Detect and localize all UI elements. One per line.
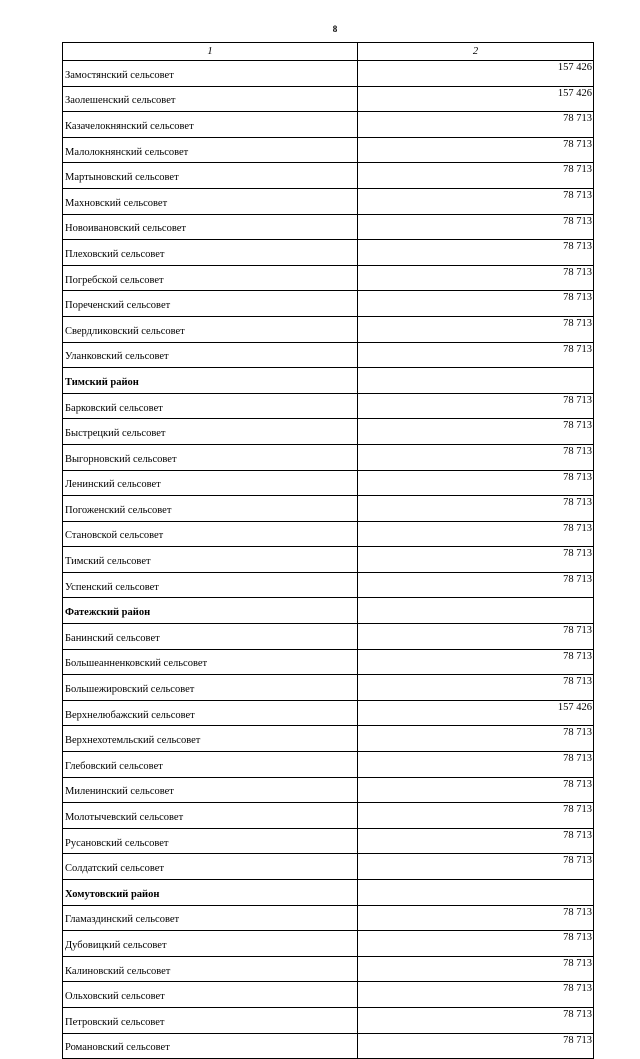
amount-cell: 78 713	[358, 291, 594, 317]
table-row	[63, 572, 594, 598]
amount-cell: 78 713	[358, 675, 594, 701]
table-row	[63, 905, 594, 931]
council-name: Миленинский сельсовет	[63, 777, 358, 803]
amount-cell: 78 713	[358, 726, 594, 752]
amount-cell	[358, 368, 594, 394]
council-name: Романовский сельсовет	[63, 1033, 358, 1059]
council-name: Успенский сельсовет	[63, 572, 358, 598]
table-row	[63, 393, 594, 419]
council-name: Большежировский сельсовет	[63, 675, 358, 701]
amount-cell: 78 713	[358, 905, 594, 931]
amount-cell: 78 713	[358, 265, 594, 291]
amount-cell: 157 426	[358, 61, 594, 87]
amount-cell: 78 713	[358, 624, 594, 650]
council-name: Верхнелюбажский сельсовет	[63, 700, 358, 726]
amount-cell: 78 713	[358, 240, 594, 266]
amount-cell	[358, 598, 594, 624]
amount-cell: 78 713	[358, 956, 594, 982]
council-name: Заолешенский сельсовет	[63, 86, 358, 112]
council-name: Ленинский сельсовет	[63, 470, 358, 496]
council-name: Махновский сельсовет	[63, 188, 358, 214]
table-row	[63, 982, 594, 1008]
council-name: Мартыновский сельсовет	[63, 163, 358, 189]
allocation-table	[62, 42, 594, 1059]
council-name: Пореченский сельсовет	[63, 291, 358, 317]
table-row	[63, 240, 594, 266]
council-name: Банинский сельсовет	[63, 624, 358, 650]
council-name: Ольховский сельсовет	[63, 982, 358, 1008]
table-row	[63, 854, 594, 880]
table-row	[63, 419, 594, 445]
council-name: Тимский сельсовет	[63, 547, 358, 573]
council-name: Русановский сельсовет	[63, 828, 358, 854]
council-name: Дубовицкий сельсовет	[63, 931, 358, 957]
table-row	[63, 291, 594, 317]
council-name: Петровский сельсовет	[63, 1007, 358, 1033]
council-name: Малолокнянский сельсовет	[63, 137, 358, 163]
table-row	[63, 496, 594, 522]
table-row	[63, 1033, 594, 1059]
amount-cell: 78 713	[358, 752, 594, 778]
table-row	[63, 956, 594, 982]
council-name: Выгорновский сельсовет	[63, 444, 358, 470]
table-row	[63, 61, 594, 87]
table-row	[63, 112, 594, 138]
council-name: Становской сельсовет	[63, 521, 358, 547]
table-row	[63, 828, 594, 854]
table-body	[63, 61, 594, 1059]
amount-cell: 157 426	[358, 700, 594, 726]
district-name: Тимский район	[63, 368, 358, 394]
table-row	[63, 726, 594, 752]
amount-cell: 78 713	[358, 649, 594, 675]
amount-cell: 78 713	[358, 214, 594, 240]
column-header-2: 2	[358, 43, 594, 61]
amount-cell: 78 713	[358, 393, 594, 419]
council-name: Новоивановский сельсовет	[63, 214, 358, 240]
council-name: Барковский сельсовет	[63, 393, 358, 419]
district-row	[63, 598, 594, 624]
table-header-row	[63, 43, 594, 61]
amount-cell: 78 713	[358, 419, 594, 445]
table-row	[63, 342, 594, 368]
column-header-1: 1	[63, 43, 358, 61]
table-row	[63, 700, 594, 726]
council-name: Казачелокнянский сельсовет	[63, 112, 358, 138]
amount-cell: 78 713	[358, 316, 594, 342]
amount-cell: 78 713	[358, 854, 594, 880]
council-name: Свердликовский сельсовет	[63, 316, 358, 342]
council-name: Глебовский сельсовет	[63, 752, 358, 778]
amount-cell: 78 713	[358, 982, 594, 1008]
table-row	[63, 675, 594, 701]
amount-cell: 78 713	[358, 547, 594, 573]
table-row	[63, 777, 594, 803]
amount-cell: 78 713	[358, 496, 594, 522]
page-number: 8	[332, 24, 338, 34]
amount-cell: 78 713	[358, 137, 594, 163]
amount-cell	[358, 880, 594, 906]
council-name: Калиновский сельсовет	[63, 956, 358, 982]
table-row	[63, 547, 594, 573]
amount-cell: 78 713	[358, 188, 594, 214]
council-name: Большеанненковский сельсовет	[63, 649, 358, 675]
amount-cell: 78 713	[358, 112, 594, 138]
amount-cell: 157 426	[358, 86, 594, 112]
council-name: Верхнехотемльский сельсовет	[63, 726, 358, 752]
council-name: Погребской сельсовет	[63, 265, 358, 291]
council-name: Гламаздинский сельсовет	[63, 905, 358, 931]
amount-cell: 78 713	[358, 521, 594, 547]
table-row	[63, 86, 594, 112]
table-row	[63, 649, 594, 675]
council-name: Уланковский сельсовет	[63, 342, 358, 368]
council-name: Солдатский сельсовет	[63, 854, 358, 880]
council-name: Плеховский сельсовет	[63, 240, 358, 266]
table-row	[63, 803, 594, 829]
table-row	[63, 931, 594, 957]
table-row	[63, 1007, 594, 1033]
table-row	[63, 521, 594, 547]
council-name: Быстрецкий сельсовет	[63, 419, 358, 445]
amount-cell: 78 713	[358, 470, 594, 496]
table-row	[63, 137, 594, 163]
table-row	[63, 265, 594, 291]
table-row	[63, 163, 594, 189]
council-name: Погоженский сельсовет	[63, 496, 358, 522]
table-row	[63, 214, 594, 240]
amount-cell: 78 713	[358, 1033, 594, 1059]
amount-cell: 78 713	[358, 572, 594, 598]
council-name: Молотычевский сельсовет	[63, 803, 358, 829]
amount-cell: 78 713	[358, 931, 594, 957]
amount-cell: 78 713	[358, 1007, 594, 1033]
amount-cell: 78 713	[358, 342, 594, 368]
amount-cell: 78 713	[358, 444, 594, 470]
table-row	[63, 316, 594, 342]
district-name: Фатежский район	[63, 598, 358, 624]
table-row	[63, 752, 594, 778]
amount-cell: 78 713	[358, 163, 594, 189]
district-row	[63, 880, 594, 906]
table-row	[63, 470, 594, 496]
district-row	[63, 368, 594, 394]
amount-cell: 78 713	[358, 803, 594, 829]
amount-cell: 78 713	[358, 777, 594, 803]
district-name: Хомутовский район	[63, 880, 358, 906]
table-row	[63, 444, 594, 470]
amount-cell: 78 713	[358, 828, 594, 854]
council-name: Замостянский сельсовет	[63, 61, 358, 87]
table-row	[63, 188, 594, 214]
table-row	[63, 624, 594, 650]
